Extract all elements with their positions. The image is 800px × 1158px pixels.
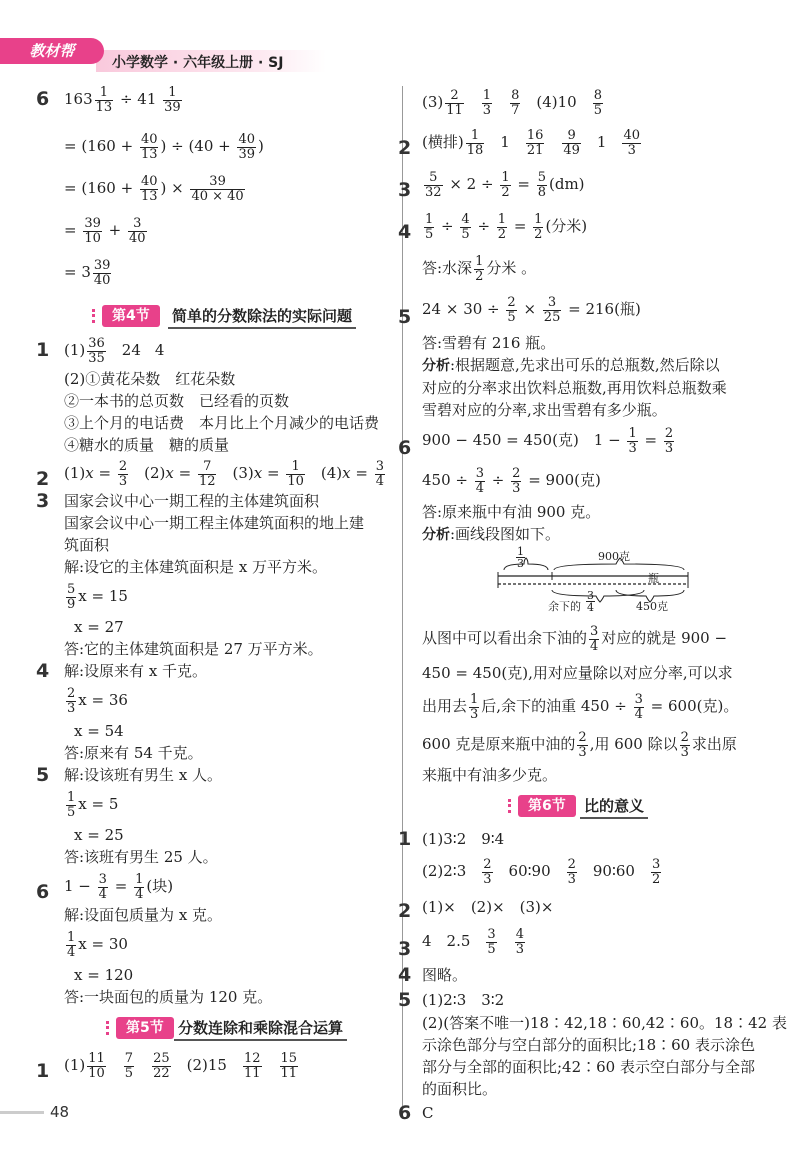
s4q3-line4: 解:设它的主体建筑面积是 x 万平方米。 [64,558,328,576]
segment-diagram: 1 3 900克 瓶 余下的 3 4 450克 [422,548,788,614]
r-q5-answer: 答:雪碧有 216 瓶。 [422,334,556,352]
r-para4: 600 克是原来瓶中油的 $\frac{2}{3}$ ,用 600 除以 $\frac{2}{3}$ 求出原 [422,729,737,760]
s6q1-line2: (2)2∶3 $\frac{2}{3}$ 60∶90 $\frac{2}{3}$ 90∶60 $\frac{3}{2}$ [422,856,661,887]
s4q3-line2: 国家会议中心一期工程主体建筑面积的地上建 [64,514,365,532]
r-q5-analysis3: 雪碧对应的分率,求出雪碧有多少瓶。 [422,401,667,419]
r-q4-answer: 答:水深 $\frac{1}{2}$ 分米 。 [422,253,537,284]
s4q6-line5: 答:一块面包的质量为 120 克。 [64,988,273,1006]
r-para2: 450 = 450(克),用对应量除以对应分率,可以求 [422,664,733,682]
r-q5-analysis1: 分析:根据题意,先求出可乐的总瓶数,然后除以 [422,356,720,374]
s4q6-line2: 解:设面包质量为 x 克。 [64,906,223,924]
q6-line3: = (160 + $\frac{40}{13}$ ) × $\frac{39}{40 \times 40}$ [64,173,244,204]
r-para3: 出用去 $\frac{1}{3}$ 后,余下的油重 450 ÷ $\frac{3}{4}$ = 600(克)。 [422,691,739,722]
r-line0: (3) $\frac{2}{11}$ $\frac{1}{3}$ $\frac{8}{7}$ (4)10 $\frac{8}{5}$ [422,87,602,118]
s4q1-line1: 1 (1) $\frac{36}{35}$ 24 4 [36,335,165,366]
right-column [398,84,788,1126]
r-q3: 3 $\frac{5}{32}$ × 2 ÷ $\frac{1}{2}$ = $\frac{5}{8}$ (dm) [398,169,585,201]
s6q5-line2: (2)(答案不唯一)18∶42,18∶60,42∶60。18∶42 表 [422,1014,787,1032]
s4q1-line4: ③上个月的电话费 本月比上个月减少的电话费 [64,414,380,432]
q6-line2: = (160 + $\frac{40}{13}$ ) ÷ (40 + $\frac{40}{39}$ ) [64,131,264,162]
section-6-heading: 第6节 比的意义 [422,792,788,822]
r-q6-analysis: 分析:画线段图如下。 [422,525,561,543]
s6q5-line5: 的面积比。 [422,1080,498,1098]
r-q4: 4 $\frac{1}{5}$ ÷ $\frac{4}{5}$ ÷ $\frac{1}{2}$ = $\frac{1}{2}$ (分米) [398,211,588,243]
left-column [36,84,394,1082]
s4q5-line2: $\frac{1}{5}$ x = 5 [67,789,119,820]
s4q5-line3: x = 25 [74,826,124,844]
s6q1-line1: 1 (1)3∶2 9∶4 [398,828,505,850]
s4q5-line4: 答:该班有男生 25 人。 [64,848,218,866]
s4q6-line3: $\frac{1}{4}$ x = 30 [67,929,128,960]
s6q2-line: 2 (1)× (2)× (3)× [398,898,554,922]
r-para1: 从图中可以看出余下油的 $\frac{3}{4}$ 对应的就是 900 − [422,623,728,654]
s6q3-line: 3 4 2.5 $\frac{3}{5}$ $\frac{4}{3}$ [398,926,524,960]
header-title: 小学数学 · 六年级上册 · SJ [112,55,284,71]
s4q4-line4: 答:原来有 54 千克。 [64,744,203,762]
q6-line1: 6 163 $\frac{1}{13}$ ÷ 41 $\frac{1}{39}$ [36,84,181,115]
diagram-bottle-label: 瓶 [648,572,659,585]
s4q3-line3: 筑面积 [64,536,110,554]
section-5-heading: 第5节 分数连除和乘除混合运算 [64,1014,394,1044]
s4q3-line5: $\frac{5}{9}$ x = 15 [67,581,128,612]
s4q1-line5: ④糖水的质量 糖的质量 [64,436,230,454]
s5q1-line: 1 (1) $\frac{11}{10}$ $\frac{7}{5}$ $\frac{25}{22}$ (2)15 $\frac{12}{11}$ $\frac{15}{11}$ [36,1050,298,1082]
s4q3-line6: x = 27 [74,618,124,636]
r-q6-line1: 6 900 − 450 = 450(克) 1 − $\frac{1}{3}$ = $\frac{2}{3}$ [398,425,674,459]
q6-line5: = 3 $\frac{39}{40}$ [64,257,111,288]
s4q1-line2: (2)①黄花朵数 红花朵数 [64,370,236,388]
s6q6-line: 6 C [398,1102,434,1124]
diagram-450-label: 450克 [636,600,668,613]
r-q2: 2 (横排) $\frac{1}{18}$ 1 $\frac{16}{21}$ $\frac{9}{49}$ 1 $\frac{40}{3}$ [398,127,640,159]
s4q6-line4: x = 120 [74,966,134,984]
s4q5-line1: 5 解:设该班有男生 x 人。 [36,764,223,786]
s6q5-line4: 部分与全部的面积比;42∶60 表示空白部分与全部 [422,1058,755,1076]
page-number: 48 [50,1103,70,1121]
r-q6-answer: 答:原来瓶中有油 900 克。 [422,503,601,521]
r-q5: 5 24 × 30 ÷ $\frac{2}{5}$ × $\frac{3}{25}$ = 216(瓶) [398,294,641,328]
s4q4-line1: 4 解:设原来有 x 千克。 [36,660,208,682]
page-number-bar [0,1111,44,1114]
s4q3-line1: 3 国家会议中心一期工程的主体建筑面积 [36,490,320,512]
s4q1-line3: ②一本书的总页数 已经看的页数 [64,392,290,410]
s4q3-line7: 答:它的主体建筑面积是 27 万平方米。 [64,640,323,658]
s6q5-line3: 示涂色部分与空白部分的面积比;18∶60 表示涂色 [422,1036,755,1054]
r-q6-line2: 450 ÷ $\frac{3}{4}$ ÷ $\frac{2}{3}$ = 900(克) [422,465,601,496]
s4q2-line: 2 (1)x = $\frac{2}{3}$ (2)x = $\frac{7}{12}$ (3)x = $\frac{1}{10}$ (4)x = $\frac{3}{4}$ [36,458,384,490]
r-q5-analysis2: 对应的分率求出饮料总瓶数,再用饮料总瓶数乘 [422,379,727,397]
diagram-remaining-label: 余下的 [548,600,581,613]
s4q6-line1: 6 1 − $\frac{3}{4}$ = $\frac{1}{4}$ (块) [36,871,174,903]
s6q5-line1: 5 (1)2∶3 3∶2 [398,989,505,1011]
s4q4-line2: $\frac{2}{3}$ x = 36 [67,685,128,716]
r-para5: 来瓶中有油多少克。 [422,766,558,784]
q6-line4: = $\frac{39}{10}$ + $\frac{3}{40}$ [64,215,146,246]
s4q4-line3: x = 54 [74,722,124,740]
s6q4-line: 4 图略。 [398,964,468,986]
diagram-900-label: 900克 [598,550,630,563]
section-4-heading: 第4节 简单的分数除法的实际问题 [64,302,394,332]
brand-logo: 教材帮 [0,38,104,64]
